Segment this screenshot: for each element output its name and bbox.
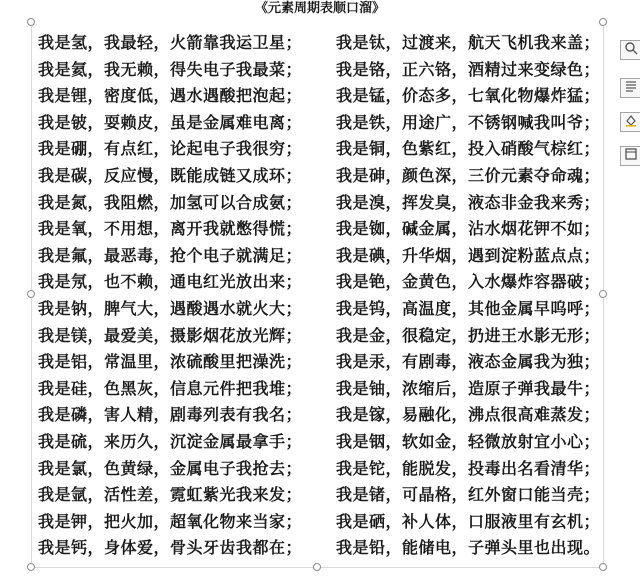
resize-handle-top-left[interactable]: [27, 18, 35, 26]
zoom-icon-glyph: [624, 41, 638, 55]
verse-line: 我是金，很稳定，扔进王水影无形；: [336, 325, 601, 345]
verse-line: 我是铀，浓缩后，造原子弹我最牛；: [336, 378, 601, 398]
verse-line: 我是铅，能储电，子弹头里也出现。: [336, 538, 601, 558]
verse-line: 我是铬，正六铬，酒精过来变绿色；: [336, 59, 601, 79]
verse-line: 我是铊，能脱发，投毒出名看清华；: [336, 458, 601, 478]
wrap-text-icon[interactable]: [620, 78, 640, 98]
verse-line: 我是氮，我阻燃，加氢可以合成氨；: [38, 192, 303, 212]
resize-handle-middle-left[interactable]: [27, 290, 35, 298]
verse-line: 我是氢，我最轻，火箭靠我运卫星；: [38, 33, 303, 52]
verse-line: 我是铟，软如金，轻微放射宜小心；: [336, 431, 601, 451]
verse-line: 我是氩，活性差，霓虹紫光我来发；: [38, 485, 303, 505]
verse-line: 我是铯，金黄色，入水爆炸容器破；: [336, 272, 601, 292]
verse-line: 我是锗，可晶格，红外窗口能当壳；: [336, 485, 601, 505]
wrap-text-icon-glyph: [624, 79, 638, 93]
verse-line: 我是碳，反应慢，既能成链又成环；: [38, 165, 303, 185]
verse-line: 我是镓，易融化，沸点很高难蒸发；: [336, 405, 601, 425]
verse-line: 我是氦，我无赖，得失电子我最菜；: [38, 59, 303, 79]
verse-line: 我是锂，密度低，遇水遇酸把泡起；: [38, 86, 303, 106]
verse-line: 我是铝，常温里，浓硫酸里把澡洗；: [38, 352, 303, 372]
verse-line: 我是硼，有点红，论起电子我很穷；: [38, 139, 303, 159]
verse-line: 我是氖，也不赖，通电红光放出来；: [38, 272, 303, 292]
verse-line: 我是氟，最恶毒，抢个电子就满足；: [38, 245, 303, 265]
verse-line: 我是钨，高温度，其他金属早呜呼；: [336, 298, 601, 318]
verse-line: 我是钛，过渡来，航天飞机我来盖；: [336, 33, 601, 52]
verse-line: 我是汞，有剧毒，液态金属我为独；: [336, 352, 601, 372]
verse-line: 我是铜，色紫红，投入硝酸气棕红；: [336, 139, 601, 159]
right-column: [336, 30, 628, 562]
verse-line: 我是溴，挥发臭，液态非金我来秀；: [336, 192, 601, 212]
verse-line: 我是氧，不用想，离开我就憋得慌；: [38, 219, 303, 239]
zoom-icon[interactable]: [620, 40, 640, 60]
verse-line: 我是硅，色黑灰，信息元件把我堆；: [38, 378, 303, 398]
resize-handle-bottom-right[interactable]: [599, 563, 607, 571]
frame-icon-glyph: [624, 147, 638, 161]
verse-line: 我是碘，升华烟，遇到淀粉蓝点点；: [336, 245, 601, 265]
verse-line: 我是铍，耍赖皮，虽是金属难电离；: [38, 112, 303, 132]
verse-line: 我是硫，来历久，沉淀金属最拿手；: [38, 431, 303, 451]
verse-line: 我是铁，用途广，不锈钢喊我叫爷；: [336, 112, 601, 132]
verse-line: 我是钙，身体爱，骨头牙齿我都在；: [38, 538, 303, 558]
resize-handle-top-right[interactable]: [599, 18, 607, 26]
verse-line: 我是锰，价态多，七氧化物爆炸猛；: [336, 86, 601, 106]
verse-line: 我是磷，害人精，剧毒列表有我名；: [38, 405, 303, 425]
verse-line: 我是铷，碱金属，沾水烟花钾不如；: [336, 219, 601, 239]
frame-icon[interactable]: [620, 146, 640, 166]
verse-line: 我是氯，色黄绿，金属电子我抢去；: [38, 458, 303, 478]
resize-handle-bottom-center[interactable]: [313, 563, 321, 571]
verse-line: 我是镁，最爱美，摄影烟花放光辉；: [38, 325, 303, 345]
left-column: [38, 30, 330, 562]
verse-line: 我是钾，把火加，超氧化物来当家；: [38, 511, 303, 531]
resize-handle-bottom-left[interactable]: [27, 563, 35, 571]
verse-line: 我是钠，脾气大，遇酸遇水就火大；: [38, 298, 303, 318]
verse-line: 我是硒，补人体，口服液里有玄机；: [336, 511, 601, 531]
fill-icon-glyph: [624, 113, 638, 127]
fill-icon[interactable]: [620, 112, 640, 132]
verse-line: 我是砷，颜色深，三价元素夺命魂；: [336, 165, 601, 185]
document-title: 《元素周期表顺口溜》: [254, 1, 385, 16]
